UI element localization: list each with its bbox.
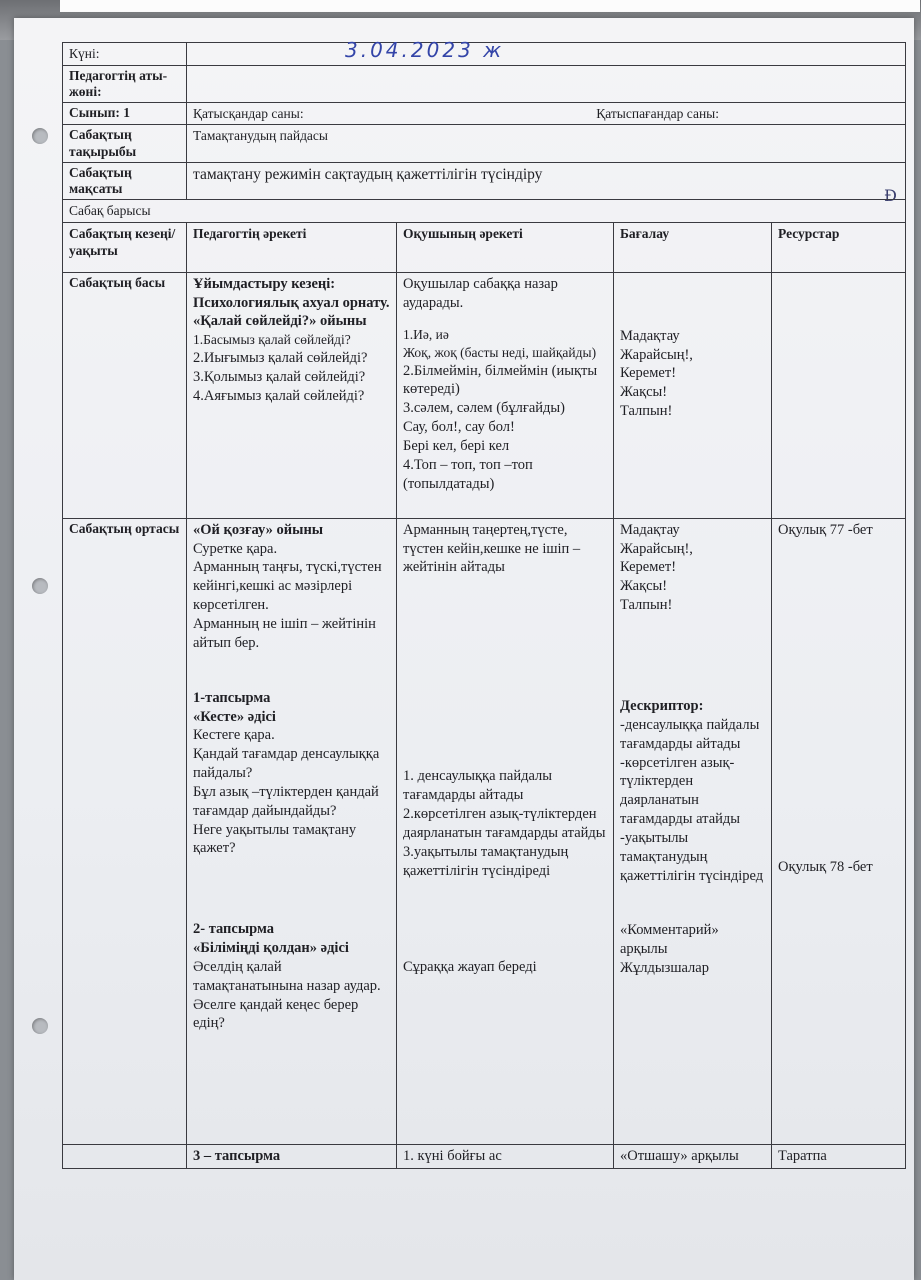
topic-label: Сабақтың тақырыбы <box>63 125 187 162</box>
middle-teacher-line: Қандай тағамдар денсаулыққа пайдалы? <box>193 746 380 782</box>
middle-resources-cell <box>772 518 906 1144</box>
start-student-line: 3.сәлем, сәлем (бұлғайды) <box>403 400 565 417</box>
start-teacher-line: 2.Иығымыз қалай сөйлейді? <box>193 349 368 366</box>
middle-assessment-cell <box>614 518 772 1144</box>
column-header-student: Оқушының әрекеті <box>397 222 614 272</box>
task3-student: 1. күні бойғы ас <box>397 1144 614 1168</box>
middle-assessment-line: -көрсетілген азық-түліктерден даярланатын тағамдарды атайды <box>620 754 741 828</box>
start-student-cell <box>397 272 614 518</box>
column-header-stage: Сабақтың кезеңі/уақыты <box>63 222 187 272</box>
middle-teacher-line: Арманның таңғы, түскі,түстен кейінгі,кешкі ас мәзірлері көрсетілген. <box>193 559 382 614</box>
binder-edge <box>60 0 920 12</box>
present-label: Қатысқандар саны: <box>193 105 304 121</box>
start-student-line: 1.Иә, иә <box>403 327 449 343</box>
margin-mark: Ð <box>884 186 897 205</box>
column-header-resources: Ресурстар <box>772 222 906 272</box>
teacher-name-label: Педагогтің аты-жөні: <box>63 65 187 102</box>
middle-student-line: Арманның таңертең,түсте, түстен кейін,кешке не ішіп –жейтінін айтады <box>403 521 581 576</box>
date-handwritten: 3.04.2023 ж <box>345 38 505 62</box>
task3-resources: Таратпа <box>772 1144 906 1168</box>
middle-teacher-line: Кестеге қара. <box>193 727 275 744</box>
middle-student-line: 3.уақытылы тамақтанудың қажеттілігін түсіндіреді <box>403 843 569 879</box>
goal-value: тамақтану режимін сақтаудың қажеттілігін түсіндіру <box>187 162 906 199</box>
middle-teacher-line: «Ой қозғау» ойыны <box>193 521 324 538</box>
middle-assessment-line: Жақсы! <box>620 578 668 595</box>
middle-teacher-line: «Біліміңді қолдан» әдісі <box>193 940 349 957</box>
middle-assessment-line: -денсаулыққа пайдалы тағамдарды айтады <box>620 716 760 752</box>
start-teacher-line: 1.Басымыз қалай сөйлейді? <box>193 332 351 348</box>
start-teacher-line: Психологиялық ахуал орнату. <box>193 294 390 311</box>
lesson-plan-table <box>62 38 906 1169</box>
lesson-progress-label: Сабақ барысы <box>63 200 906 223</box>
punch-hole <box>32 1018 48 1034</box>
middle-student-line: Сұраққа жауап береді <box>403 959 537 976</box>
date-cell <box>187 38 906 66</box>
topic-value: Тамақтанудың пайдасы <box>187 125 906 162</box>
task3-assessment: «Отшашу» арқылы <box>614 1144 772 1168</box>
task3-teacher: 3 – тапсырма <box>187 1144 397 1168</box>
absent-label: Қатыспағандар саны: <box>596 105 719 121</box>
start-assessment-line: Жарайсың!, <box>620 346 693 363</box>
middle-teacher-line: Неге уақытылы тамақтану қажет? <box>193 821 357 857</box>
start-assessment-line: Жақсы! <box>620 384 668 401</box>
middle-assessment-line: Мадақтау <box>620 521 680 538</box>
start-teacher-line: 4.Аяғымыз қалай сөйлейді? <box>193 387 365 404</box>
middle-teacher-line: Әселге қандай кеңес берер едің? <box>193 996 359 1032</box>
attendance-cell <box>187 102 906 125</box>
goal-label: Сабақтың мақсаты <box>63 162 187 199</box>
middle-student-cell <box>397 518 614 1144</box>
date-label: Күні: <box>63 43 187 66</box>
start-resources-cell <box>772 272 906 518</box>
middle-teacher-line: Бұл азық –түліктерден қандай тағамдар дайындайды? <box>193 783 379 819</box>
stage-middle: Сабақтың ортасы <box>63 518 187 1144</box>
resource-textbook-77: Оқулық 77 -бет <box>778 521 873 538</box>
middle-teacher-line: 2- тапсырма <box>193 921 275 938</box>
middle-teacher-line: 1-тапсырма <box>193 689 271 706</box>
start-teacher-line: «Қалай сөйлейді?» ойыны <box>193 313 367 330</box>
middle-teacher-cell <box>187 518 397 1144</box>
middle-teacher-line: Әселдің қалай тамақтанатынына назар аудар. <box>193 958 381 994</box>
middle-assessment-line: Дескриптор: <box>620 697 704 714</box>
middle-student-line: 1. денсаулыққа пайдалы тағамдарды айтады <box>403 768 553 804</box>
punch-hole <box>32 128 48 144</box>
start-student-line: Сау, бол!, сау бол! <box>403 419 515 436</box>
middle-assessment-line: Жұлдызшалар <box>620 960 709 977</box>
middle-assessment-line: -уақытылы тамақтанудың қажеттілігін түсіндіред <box>620 829 764 884</box>
resource-textbook-78: Оқулық 78 -бет <box>778 858 873 875</box>
start-student-line: 4.Топ – топ, топ –топ (топылдатады) <box>403 456 533 492</box>
last-stage-cell <box>63 1144 187 1168</box>
middle-teacher-line: «Кесте» әдісі <box>193 708 276 725</box>
start-assessment-cell <box>614 272 772 518</box>
punch-hole <box>32 578 48 594</box>
start-teacher-cell <box>187 272 397 518</box>
start-teacher-line: Ұйымдастыру кезеңі: <box>193 275 336 292</box>
start-student-line: Жоқ, жоқ (басты неді, шайқайды) <box>403 345 597 360</box>
middle-assessment-line: Жарайсың!, <box>620 540 693 557</box>
middle-teacher-line: Арманның не ішіп – жейтінін айтып бер. <box>193 615 376 651</box>
start-teacher-line: 3.Қолымыз қалай сөйлейді? <box>193 368 366 385</box>
start-assessment-line: Талпын! <box>620 403 673 420</box>
middle-assessment-line: Керемет! <box>620 559 677 576</box>
start-assessment-line: Керемет! <box>620 365 677 382</box>
teacher-name-cell <box>187 65 906 102</box>
start-student-line: Бері кел, бері кел <box>403 437 510 454</box>
class-label: Сынып: 1 <box>63 102 187 125</box>
start-assessment-line: Мадақтау <box>620 327 680 344</box>
start-student-line: Оқушылар сабаққа назар аударады. <box>403 275 558 311</box>
middle-assessment-line: Талпын! <box>620 597 673 614</box>
stage-start: Сабақтың басы <box>63 272 187 518</box>
middle-teacher-line: Суретке қара. <box>193 540 278 557</box>
middle-assessment-line: «Комментарий» арқылы <box>620 922 719 958</box>
column-header-teacher: Педагогтің әрекеті <box>187 222 397 272</box>
column-header-assessment: Бағалау <box>614 222 772 272</box>
start-student-line: 2.Білмеймін, білмеймін (иықты көтереді) <box>403 362 598 398</box>
middle-student-line: 2.көрсетілген азық-түліктерден даярланатын тағамдарды атайды <box>403 805 606 841</box>
